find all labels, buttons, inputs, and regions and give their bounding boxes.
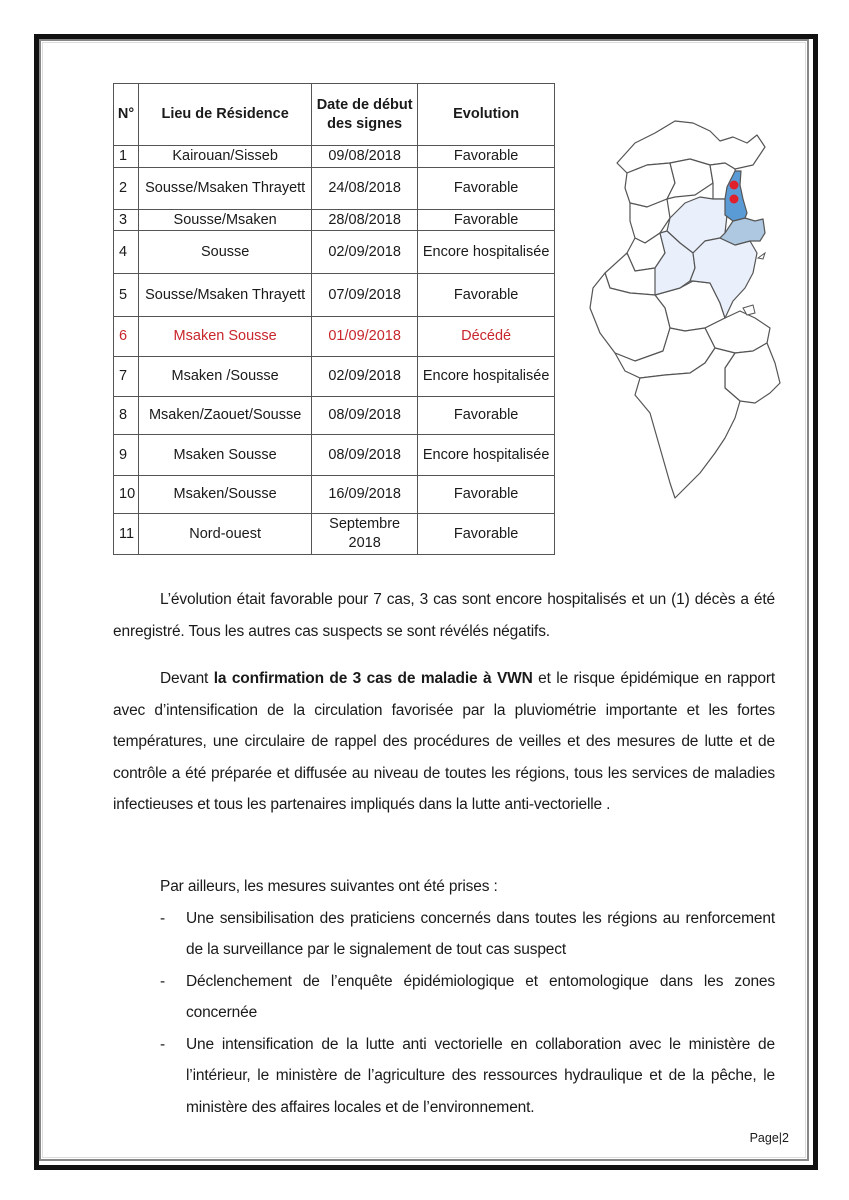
cell-evolution: Favorable [418, 397, 555, 435]
list-item-text: Déclenchement de l’enquête épidémiologique et entomologique dans les zones concernée [186, 972, 775, 1021]
cell-lieu: Msaken Sousse [139, 435, 312, 476]
cell-evolution: Décédé [418, 317, 555, 357]
cell-date: 02/09/2018 [312, 231, 418, 274]
cell-lieu: Msaken Sousse [139, 317, 312, 357]
table-header-row [114, 84, 555, 146]
paragraph-confirmation-bold: la confirmation de 3 cas de maladie à VWN [213, 670, 533, 687]
case-dot-icon [730, 181, 739, 190]
list-item-text: Une sensibilisation des praticiens concernés dans toutes les régions au renforcement de la surveillance par le signalement de tout cas suspect [186, 909, 775, 958]
table-row [114, 514, 555, 555]
table-row [114, 146, 555, 168]
paragraph-confirmation-rest: et le risque épidémique en rapport avec d’intensification de la circulation favorisée par la pluviométrie importante et les fortes températures, une circulaire de rappel des procédures de veilles et des mesures de lutte et de contrôle a été préparée et diffusée au niveau de toutes les régions, tous les services de maladies infectieuses et tous les partenaires impliqués dans la lutte anti-vectorielle . [113, 670, 776, 813]
list-item-text: Une intensification de la lutte anti vectorielle en collaboration avec le ministère de l’intérieur, le ministère de l’agriculture des ressources hydraulique et de la pêche, le ministère des affaires locales et de l’environnement. [186, 1035, 775, 1116]
table-row [114, 476, 555, 514]
table-row [114, 435, 555, 476]
cell-num: 2 [114, 168, 139, 210]
paragraph-confirmation-start: Devant [160, 670, 214, 687]
cell-date: 07/09/2018 [312, 274, 418, 317]
cell-date: 08/09/2018 [312, 397, 418, 435]
map-island [758, 253, 765, 259]
cell-date: 24/08/2018 [312, 168, 418, 210]
cell-num: 11 [114, 514, 139, 555]
list-item [113, 1029, 775, 1124]
list-item [113, 903, 775, 966]
page-number: Page|2 [749, 1131, 789, 1145]
cell-lieu: Nord-ouest [139, 514, 312, 555]
cell-date: 02/09/2018 [312, 357, 418, 397]
header-date: Date de début des signes [312, 84, 418, 146]
cell-lieu: Kairouan/Sisseb [139, 146, 312, 168]
cell-evolution: Favorable [418, 210, 555, 231]
cell-num: 6 [114, 317, 139, 357]
table-row [114, 210, 555, 231]
header-num: N° [114, 84, 139, 146]
cell-num: 1 [114, 146, 139, 168]
cell-lieu: Sousse/Msaken Thrayett [139, 274, 312, 317]
table-row [114, 168, 555, 210]
table-row [114, 231, 555, 274]
case-dot-icon [730, 195, 739, 204]
cell-date: 01/09/2018 [312, 317, 418, 357]
paragraph-evolution-summary: L’évolution était favorable pour 7 cas, 3 cas sont encore hospitalisés et un (1) décès a été enregistré. Tous les autres cas suspects se sont révélés négatifs. [113, 591, 775, 640]
cell-evolution: Favorable [418, 476, 555, 514]
cell-num: 5 [114, 274, 139, 317]
tunisia-map [575, 103, 800, 508]
cell-evolution: Encore hospitalisée [418, 231, 555, 274]
cell-date: 16/09/2018 [312, 476, 418, 514]
cell-evolution: Encore hospitalisée [418, 357, 555, 397]
cell-num: 9 [114, 435, 139, 476]
table-row [114, 274, 555, 317]
paragraph-confirmation [113, 663, 775, 821]
measures-section [113, 871, 775, 1123]
bullet-dash: - [160, 909, 166, 927]
table-row [114, 397, 555, 435]
cell-num: 10 [114, 476, 139, 514]
cases-table [113, 83, 555, 555]
table-row [114, 357, 555, 397]
cell-date: 08/09/2018 [312, 435, 418, 476]
bullet-dash: - [160, 1035, 166, 1053]
cell-lieu: Sousse/Msaken [139, 210, 312, 231]
cell-num: 3 [114, 210, 139, 231]
measures-list [113, 903, 775, 1124]
cell-evolution: Favorable [418, 146, 555, 168]
map-region-north-center [667, 159, 713, 199]
cell-lieu: Msaken/Sousse [139, 476, 312, 514]
header-lieu: Lieu de Résidence [139, 84, 312, 146]
cell-date: 09/08/2018 [312, 146, 418, 168]
header-evolution: Evolution [418, 84, 555, 146]
cell-evolution: Favorable [418, 514, 555, 555]
cell-lieu: Msaken /Sousse [139, 357, 312, 397]
cell-evolution: Encore hospitalisée [418, 435, 555, 476]
list-item [113, 966, 775, 1029]
bullet-dash: - [160, 972, 166, 990]
table-row-deceased [114, 317, 555, 357]
cell-date: 28/08/2018 [312, 210, 418, 231]
cell-lieu: Msaken/Zaouet/Sousse [139, 397, 312, 435]
cell-lieu: Sousse [139, 231, 312, 274]
cell-evolution: Favorable [418, 168, 555, 210]
cell-lieu: Sousse/Msaken Thrayett [139, 168, 312, 210]
cell-num: 4 [114, 231, 139, 274]
cell-evolution: Favorable [418, 274, 555, 317]
cell-num: 7 [114, 357, 139, 397]
cell-num: 8 [114, 397, 139, 435]
measures-lead: Par ailleurs, les mesures suivantes ont été prises : [160, 878, 498, 895]
cell-date: Septembre 2018 [312, 514, 418, 555]
